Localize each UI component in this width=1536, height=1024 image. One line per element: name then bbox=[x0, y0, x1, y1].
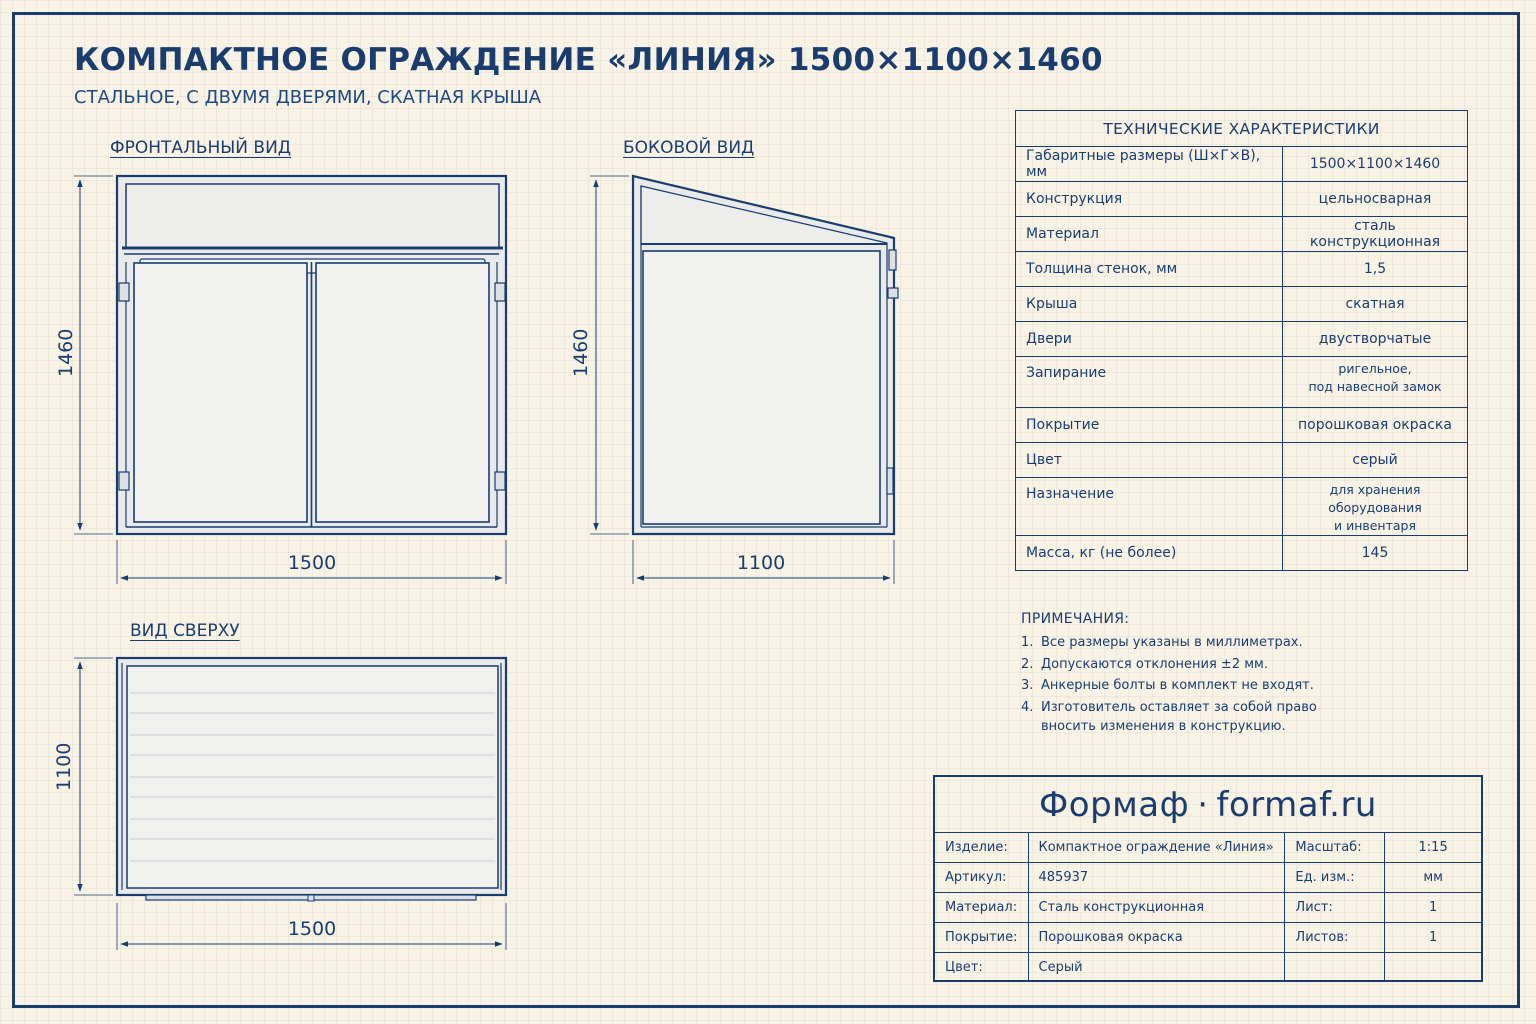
front-view-label: ФРОНТАЛЬНЫЙ ВИД bbox=[110, 138, 292, 158]
spec-row bbox=[1016, 322, 1468, 357]
spec-value: сталь конструкционная bbox=[1283, 217, 1468, 252]
spec-value: цельносварная bbox=[1283, 182, 1468, 217]
tb-field-value: 485937 bbox=[1028, 863, 1285, 893]
side-view-label: БОКОВОЙ ВИД bbox=[623, 138, 755, 158]
spec-value: порошковая окраска bbox=[1283, 408, 1468, 443]
spec-key: Запирание bbox=[1016, 357, 1283, 408]
tb-field-value: Порошковая окраска bbox=[1028, 923, 1285, 953]
spec-value: серый bbox=[1283, 443, 1468, 478]
spec-key: Назначение bbox=[1016, 478, 1283, 536]
note-item bbox=[1021, 633, 1317, 652]
tb-meta-value: 1 bbox=[1385, 923, 1481, 953]
note-text: Допускаются отклонения ±2 мм. bbox=[1041, 656, 1268, 672]
spec-key: Двери bbox=[1016, 322, 1283, 357]
title-block bbox=[933, 775, 1483, 982]
sheet-subtitle: СТАЛЬНОЕ, С ДВУМЯ ДВЕРЯМИ, СКАТНАЯ КРЫША bbox=[74, 87, 542, 108]
tb-field-value: Сталь конструкционная bbox=[1028, 893, 1285, 923]
tb-field-label: Покрытие: bbox=[935, 923, 1028, 953]
spec-key: Цвет bbox=[1016, 443, 1283, 478]
title-block-table bbox=[935, 833, 1481, 982]
title-block-row bbox=[935, 893, 1481, 923]
note-item bbox=[1021, 676, 1317, 695]
notes-heading: ПРИМЕЧАНИЯ: bbox=[1021, 611, 1130, 627]
front-height-text: 1460 bbox=[55, 328, 77, 377]
tb-field-value: Серый bbox=[1028, 953, 1285, 983]
tb-field-label: Артикул: bbox=[935, 863, 1028, 893]
title-block-row bbox=[935, 833, 1481, 863]
note-item bbox=[1021, 655, 1317, 674]
spec-row bbox=[1016, 478, 1468, 536]
tb-meta-label: Ед. изм.: bbox=[1285, 863, 1385, 893]
spec-value: 1,5 bbox=[1283, 252, 1468, 287]
side-depth-text: 1100 bbox=[736, 552, 786, 574]
spec-key: Материал bbox=[1016, 217, 1283, 252]
spec-row bbox=[1016, 252, 1468, 287]
brand-separator: · bbox=[1197, 784, 1209, 825]
spec-key: Толщина стенок, мм bbox=[1016, 252, 1283, 287]
spec-row bbox=[1016, 287, 1468, 322]
top-width-text: 1500 bbox=[287, 918, 337, 940]
spec-row bbox=[1016, 408, 1468, 443]
top-view-label: ВИД СВЕРХУ bbox=[130, 621, 240, 641]
front-width-text: 1500 bbox=[287, 552, 337, 574]
spec-row bbox=[1016, 147, 1468, 182]
note-item bbox=[1021, 698, 1317, 736]
spec-row bbox=[1016, 536, 1468, 571]
tb-field-value: Компактное ограждение «Линия» bbox=[1028, 833, 1285, 863]
spec-row bbox=[1016, 182, 1468, 217]
tb-meta-label: Лист: bbox=[1285, 893, 1385, 923]
spec-key: Покрытие bbox=[1016, 408, 1283, 443]
tb-meta-value bbox=[1385, 953, 1481, 983]
spec-row bbox=[1016, 217, 1468, 252]
specs-heading: ТЕХНИЧЕСКИЕ ХАРАКТЕРИСТИКИ bbox=[1016, 111, 1468, 147]
spec-key: Габаритные размеры (Ш×Г×В), мм bbox=[1016, 147, 1283, 182]
spec-value: 1500×1100×1460 bbox=[1283, 147, 1468, 182]
notes-block bbox=[1021, 611, 1317, 738]
spec-value: двустворчатые bbox=[1283, 322, 1468, 357]
brand-name: Формаф bbox=[1039, 784, 1190, 825]
spec-key: Масса, кг (не более) bbox=[1016, 536, 1283, 571]
sheet-title: КОМПАКТНОЕ ОГРАЖДЕНИЕ «ЛИНИЯ» 1500×1100×1460 bbox=[74, 42, 1103, 78]
note-number: 4. bbox=[1021, 699, 1034, 715]
spec-value: скатная bbox=[1283, 287, 1468, 322]
tb-field-label: Материал: bbox=[935, 893, 1028, 923]
title-block-row bbox=[935, 953, 1481, 983]
spec-value: 145 bbox=[1283, 536, 1468, 571]
spec-key: Конструкция bbox=[1016, 182, 1283, 217]
specs-table bbox=[1015, 110, 1468, 571]
tb-meta-value: мм bbox=[1385, 863, 1481, 893]
side-height-text: 1460 bbox=[570, 328, 592, 377]
spec-row bbox=[1016, 443, 1468, 478]
title-block-row bbox=[935, 923, 1481, 953]
tb-meta-value: 1 bbox=[1385, 893, 1481, 923]
note-number: 1. bbox=[1021, 635, 1034, 650]
spec-value: для хранения оборудования и инвентаря bbox=[1283, 478, 1468, 536]
spec-row bbox=[1016, 357, 1468, 408]
note-text: Все размеры указаны в миллиметрах. bbox=[1041, 635, 1303, 650]
tb-meta-label: Листов: bbox=[1285, 923, 1385, 953]
note-text: Изготовитель оставляет за собой право вносить изменения в конструкцию. bbox=[1041, 699, 1317, 734]
tb-field-label: Цвет: bbox=[935, 953, 1028, 983]
note-number: 3. bbox=[1021, 678, 1034, 693]
tb-field-label: Изделие: bbox=[935, 833, 1028, 863]
brand-website: formaf.ru bbox=[1216, 784, 1377, 825]
spec-value: ригельное, под навесной замок bbox=[1283, 357, 1468, 408]
tb-meta-value: 1:15 bbox=[1385, 833, 1481, 863]
note-text: Анкерные болты в комплект не входят. bbox=[1041, 678, 1314, 693]
brand-line bbox=[935, 777, 1481, 833]
notes-list bbox=[1021, 633, 1317, 736]
tb-meta-label: Масштаб: bbox=[1285, 833, 1385, 863]
spec-key: Крыша bbox=[1016, 287, 1283, 322]
note-number: 2. bbox=[1021, 656, 1034, 672]
tb-meta-label bbox=[1285, 953, 1385, 983]
title-block-row bbox=[935, 863, 1481, 893]
top-depth-text: 1100 bbox=[53, 742, 75, 791]
